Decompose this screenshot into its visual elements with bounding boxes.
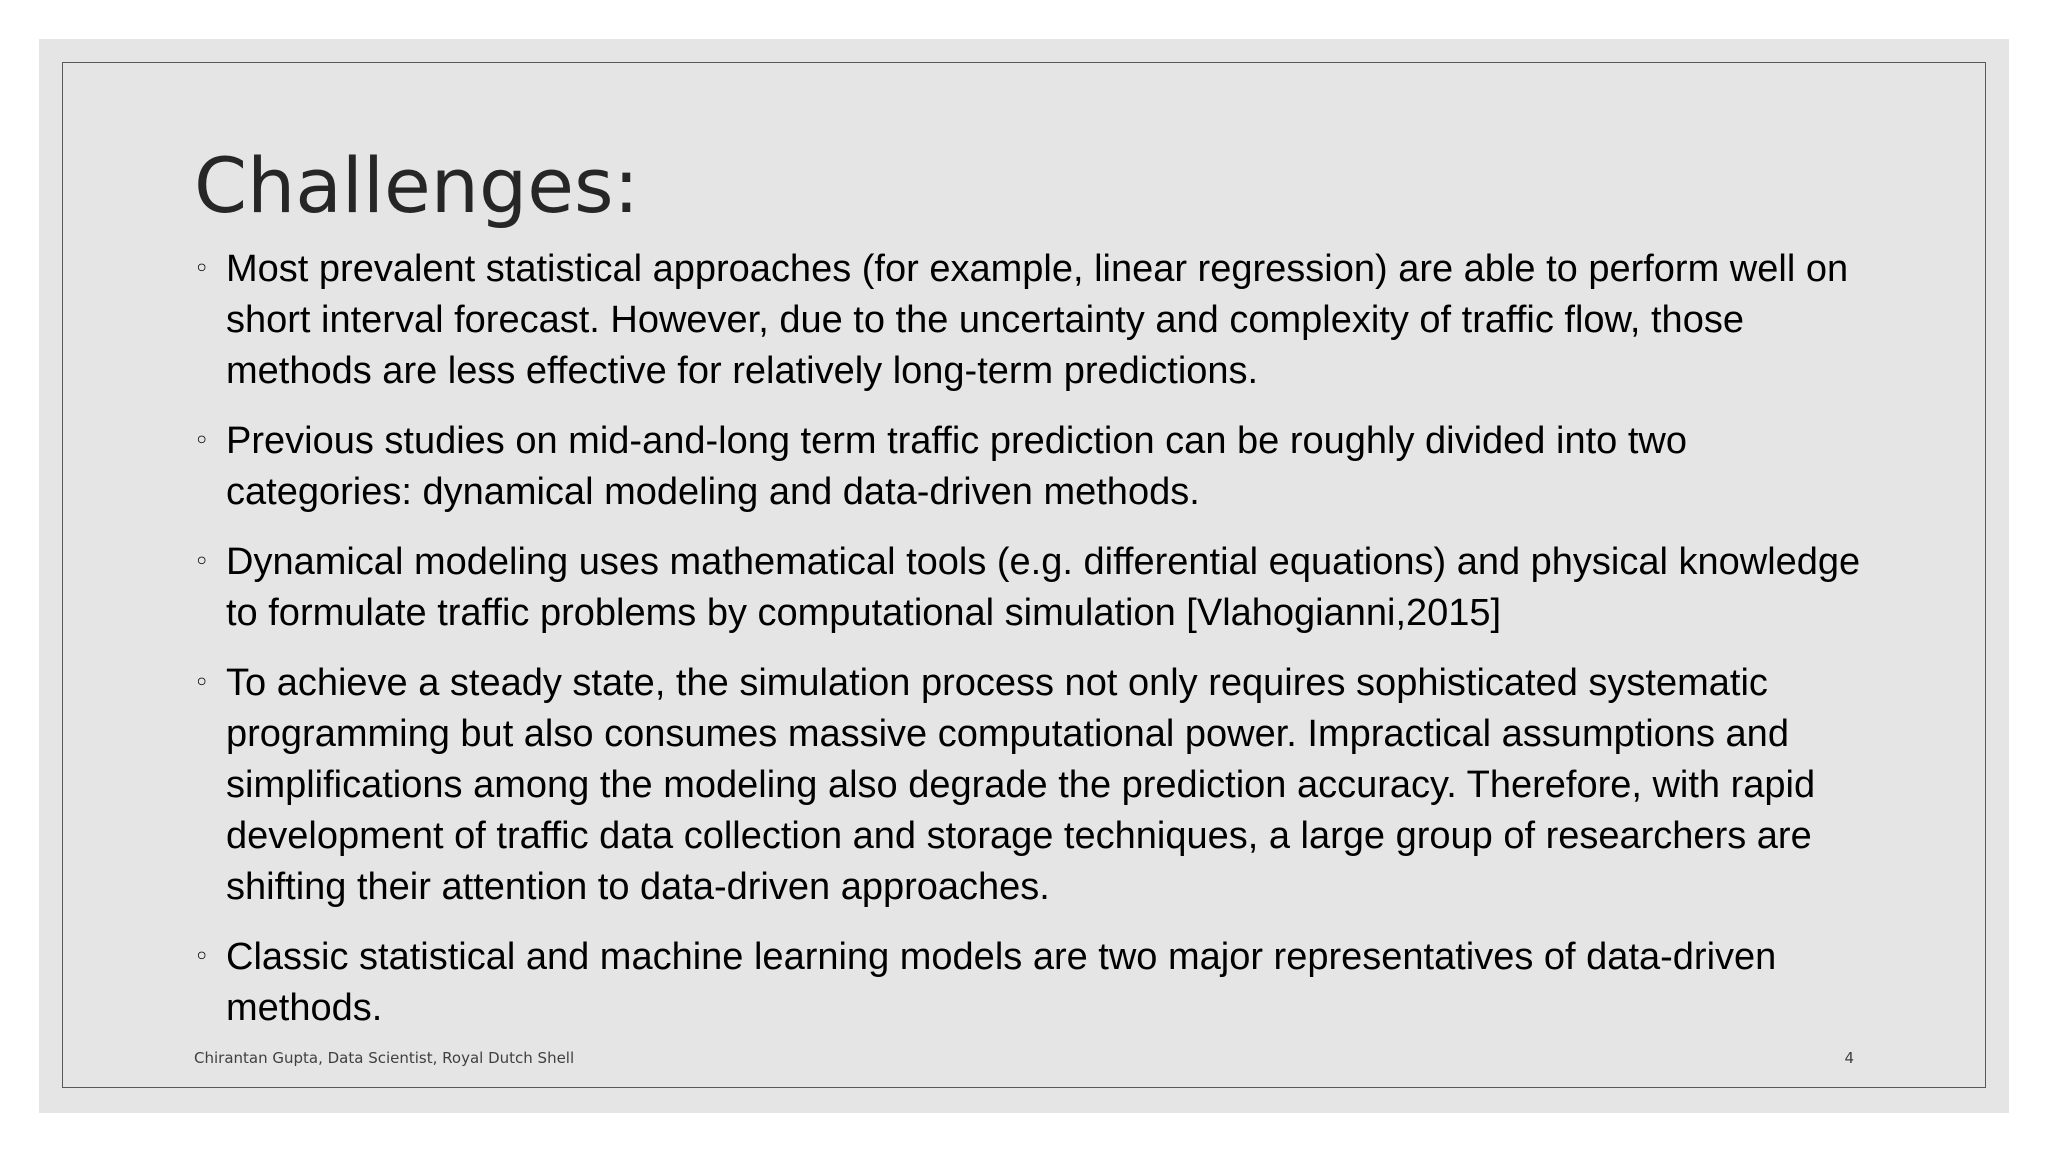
bullet-text: Most prevalent statistical approaches (for example, linear regression) are able to perform well on short interval forecast. However, due to the uncertainty and complexity of traffic flow, those methods are less effective for relatively long-term predictions. xyxy=(226,248,1849,392)
bullet-item xyxy=(194,416,1874,518)
slide-title: Challenges: xyxy=(194,141,640,230)
bullet-text: Dynamical modeling uses mathematical tools (e.g. differential equations) and physical knowledge to formulate traffic problems by computational simulation [Vlahogianni,2015] xyxy=(226,541,1861,634)
bullet-marker-icon: ◦ xyxy=(194,254,210,284)
bullet-marker-icon: ◦ xyxy=(194,668,210,698)
bullet-text: Classic statistical and machine learning models are two major representatives of data-driven methods. xyxy=(226,936,1777,1029)
bullet-list xyxy=(194,244,1874,1053)
bullet-marker-icon: ◦ xyxy=(194,942,210,972)
bullet-item xyxy=(194,244,1874,397)
bullet-marker-icon: ◦ xyxy=(194,547,210,577)
bullet-item xyxy=(194,658,1874,913)
footer-author: Chirantan Gupta, Data Scientist, Royal Dutch Shell xyxy=(194,1049,575,1067)
bullet-text: To achieve a steady state, the simulation process not only requires sophisticated systematic programming but also consumes massive computational power. Impractical assumptions and simplifications among the modeling also degrade the prediction accuracy. Therefore, with rapid development of traffic data collection and storage techniques, a large group of researchers are shifting their attention to data-driven approaches. xyxy=(226,662,1816,908)
bullet-item xyxy=(194,932,1874,1034)
bullet-marker-icon: ◦ xyxy=(194,426,210,456)
bullet-text: Previous studies on mid-and-long term traffic prediction can be roughly divided into two categories: dynamical modeling and data-driven methods. xyxy=(226,420,1687,513)
slide-number: 4 xyxy=(1844,1049,1854,1067)
bullet-item xyxy=(194,537,1874,639)
